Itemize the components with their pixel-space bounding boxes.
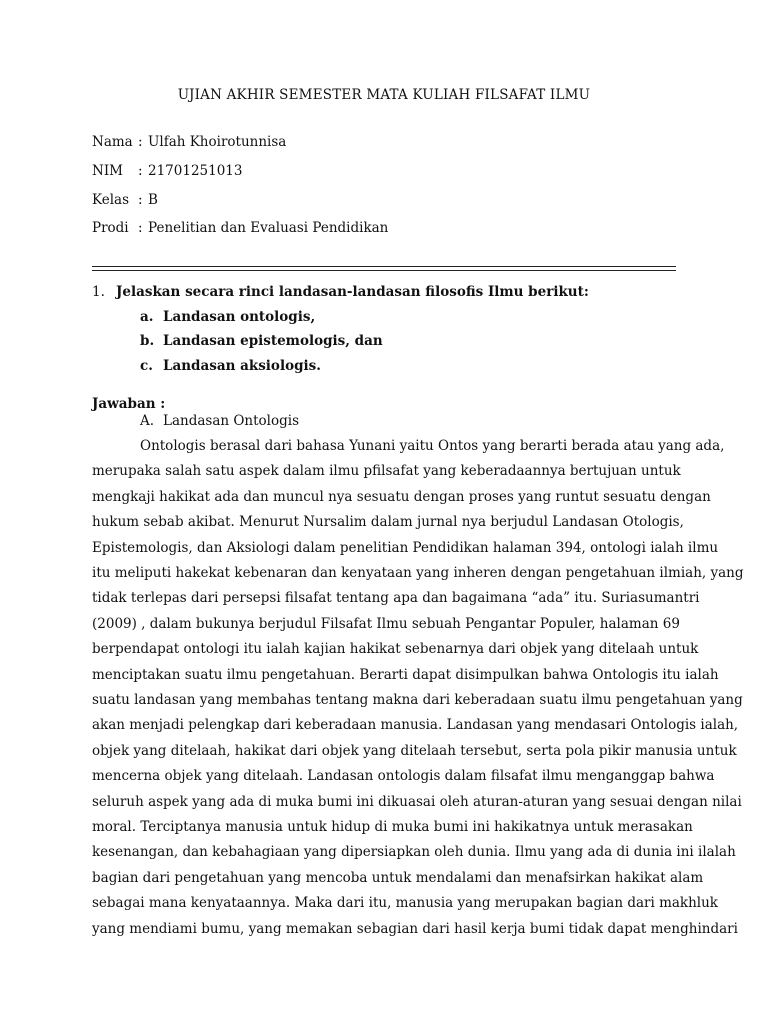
body-line: Epistemologis, dan Aksiologi dalam penelitian Pendidikan halaman 394, ontologi ialah ilmu — [92, 540, 719, 556]
question-number: 1. — [92, 284, 105, 300]
body-line: bagian dari pengetahuan yang mencoba untuk mendalami dan menafsirkan hakikat alam — [92, 870, 704, 886]
field-label: Nama — [92, 134, 133, 150]
field-value: Ulfah Khoirotunnisa — [148, 134, 287, 150]
body-line: objek yang ditelaah, hakikat dari objek yang ditelaah tersebut, serta pola pikir manusia untuk — [92, 743, 737, 759]
field-value: 21701251013 — [148, 163, 243, 179]
body-line: Ontologis berasal dari bahasa Yunani yaitu Ontos yang berarti berada atau yang ada, — [140, 438, 725, 454]
field-label: NIM — [92, 163, 123, 179]
option-letter: b. — [140, 333, 155, 349]
option-text: Landasan ontologis, — [163, 309, 316, 325]
body-line: suatu landasan yang membahas tentang makna dari keberadaan suatu ilmu pengetahuan yang — [92, 692, 743, 708]
section-heading — [140, 413, 299, 429]
field-label: Prodi — [92, 220, 129, 236]
field-separator: : — [138, 220, 143, 236]
field-value: B — [148, 192, 158, 208]
body-line: (2009) , dalam bukunya berjudul Filsafat Ilmu sebuah Pengantar Populer, halaman 69 — [92, 616, 680, 632]
question-1 — [92, 284, 589, 300]
body-line: itu meliputi hakekat kebenaran dan kenyataan yang inheren dengan pengetahuan ilmiah, yang — [92, 565, 744, 581]
question-text: Jelaskan secara rinci landasan-landasan filosofis Ilmu berikut: — [116, 284, 589, 300]
option-letter: a. — [140, 309, 154, 325]
body-line: mencerna objek yang ditelaah. Landasan ontologis dalam filsafat ilmu menganggap bahwa — [92, 768, 715, 784]
field-nim — [92, 163, 242, 179]
body-line: tidak terlepas dari persepsi filsafat tentang apa dan bagaimana “ada” itu. Suriasumantri — [92, 590, 700, 606]
option-a — [140, 309, 315, 325]
answer-label: Jawaban : — [92, 396, 166, 412]
field-nama — [92, 134, 286, 150]
body-line: yang mendiami bumu, yang memakan sebagian dari hasil kerja bumi tidak dapat menghindari — [92, 921, 738, 937]
body-line: menciptakan suatu ilmu pengetahuan. Berarti dapat disimpulkan bahwa Ontologis itu ialah — [92, 667, 719, 683]
option-b — [140, 333, 383, 349]
body-line: sebagai mana kenyataannya. Maka dari itu, manusia yang merupakan bagian dari makhluk — [92, 895, 718, 911]
option-letter: c. — [140, 358, 153, 374]
section-letter: A. — [140, 413, 155, 429]
field-prodi — [92, 220, 388, 236]
body-line: berpendapat ontologi itu ialah kajian hakikat sebenarnya dari objek yang ditelaah untuk — [92, 641, 699, 657]
body-line: moral. Terciptanya manusia untuk hidup di muka bumi ini hakikatnya untuk merasakan — [92, 819, 693, 835]
field-value: Penelitian dan Evaluasi Pendidikan — [148, 220, 389, 236]
option-text: Landasan epistemologis, dan — [163, 333, 383, 349]
option-c — [140, 358, 321, 374]
field-separator: : — [138, 163, 143, 179]
document-title: UJIAN AKHIR SEMESTER MATA KULIAH FILSAFAT ILMU — [177, 87, 591, 103]
body-line: seluruh aspek yang ada di muka bumi ini dikuasai oleh aturan-aturan yang sesuai dengan nilai — [92, 794, 742, 810]
field-label: Kelas — [92, 192, 130, 208]
field-kelas — [92, 192, 158, 208]
body-line: merupaka salah satu aspek dalam ilmu pfilsafat yang keberadaannya bertujuan untuk — [92, 463, 681, 479]
double-divider — [92, 266, 676, 271]
section-title: Landasan Ontologis — [163, 413, 300, 429]
body-line: akan menjadi pelengkap dari keberadaan manusia. Landasan yang mendasari Ontologis ialah, — [92, 717, 739, 733]
body-line: hukum sebab akibat. Menurut Nursalim dalam jurnal nya berjudul Landasan Otologis, — [92, 514, 684, 530]
body-line: mengkaji hakikat ada dan muncul nya sesuatu dengan proses yang runtut sesuatu dengan — [92, 489, 711, 505]
field-separator: : — [138, 134, 143, 150]
body-line: kesenangan, dan kebahagiaan yang dipersiapkan oleh dunia. Ilmu yang ada di dunia ini ilalah — [92, 844, 736, 860]
field-separator: : — [138, 192, 143, 208]
option-text: Landasan aksiologis. — [163, 358, 321, 374]
